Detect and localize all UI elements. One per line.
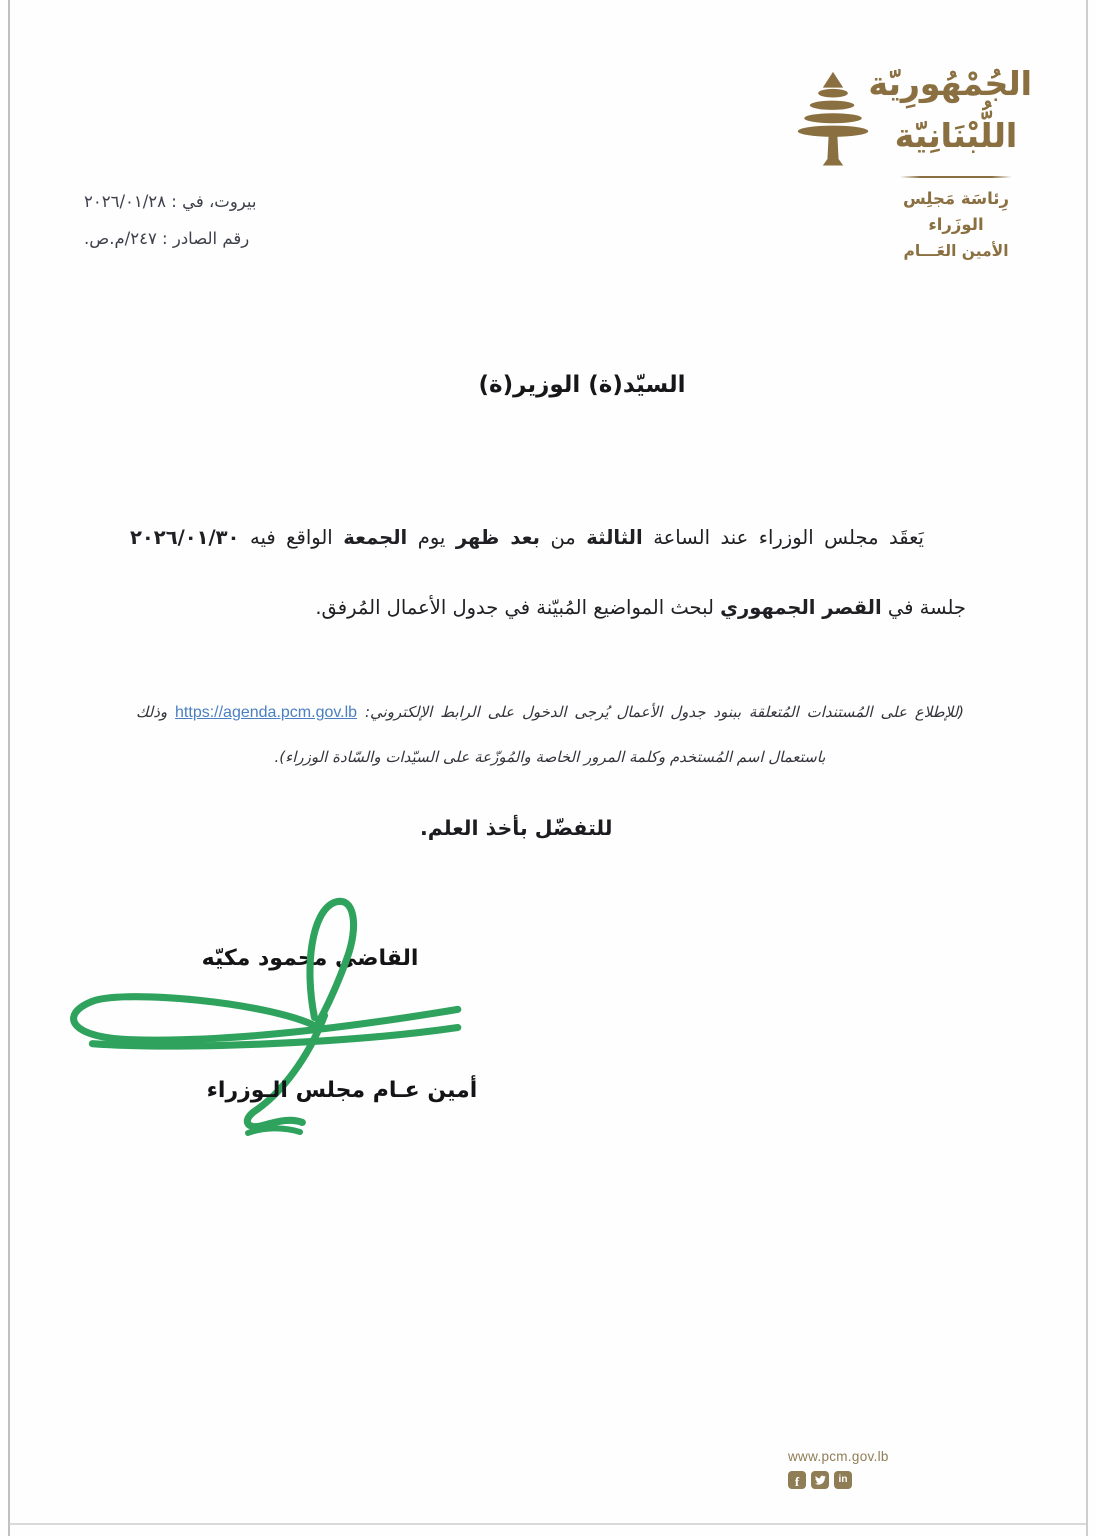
reference-block [84,183,336,257]
letterhead-dept-title: الأمين العَـــام [903,242,1009,260]
republic-line1: الجُمْهُورِيّة [868,64,1032,103]
note-line-2: باستعمال اسم المُستخدم وكلمة المرور الخاصة والمُوزّعة على السيّدات والسّادة الوزراء). [274,748,826,766]
page-footer [788,1449,889,1489]
agenda-link[interactable]: https://agenda.pcm.gov.lb [175,704,358,721]
note-line-1: (للإطلاع على المُستندات المُتعلقة ببنود جدول الأعمال يُرجى الدخول على الرابط الإلكتروني: https://agenda.pcm.gov.lb وذلك [136,703,964,721]
cedar-tree-icon [786,70,880,172]
republic-calligraphy [868,58,1032,162]
signatory-title: أمين عـام مجلس الـوزراء [206,1078,478,1103]
body-line-2: جلسة في القصر الجمهوري لبحث المواضيع المُبيّنة في جدول الأعمال المُرفق. [315,596,966,619]
scan-edge-right [1086,0,1088,1536]
signature-block [52,940,522,1190]
closing-line: للتفضّل بأخذ العلم. [420,816,613,840]
scan-edge-bottom [9,1523,1087,1525]
city-date-line: بيروت، في : ٢٠٢٦/٠١/٢٨ [84,192,257,211]
website-url: www.pcm.gov.lb [788,1449,889,1464]
signature-underline [244,1124,304,1138]
agenda-access-note [136,690,964,780]
outgoing-number-line: رقم الصادر : ٢٤٧/م.ص. [84,229,250,248]
letterhead-org-title: رِئاسَة مَجلِس الوزَراء [902,189,1010,234]
letterhead-divider [900,176,1012,178]
scan-edge-left [8,0,10,1536]
social-icons-row [788,1471,889,1489]
letterhead [778,58,1032,264]
signatory-name: القاضي محمود مكيّه [201,946,419,971]
republic-line2: اللُّبْنَانِيّة [894,116,1018,155]
signature-ink [54,896,478,1154]
body-paragraph [130,503,966,643]
body-line-1: يَعقَد مجلس الوزراء عند الساعة الثالثة من بعد ظهر يوم الجمعة الواقع فيه ٢٠٢٦/٠١/٣٠ [130,526,924,549]
facebook-icon: f [788,1471,806,1489]
twitter-icon [811,1471,829,1489]
session-date: ٢٠٢٦/٠١/٣٠ [130,526,240,549]
recipient-title: السيّد(ة) الوزير(ة) [478,372,686,398]
linkedin-icon: in [834,1471,852,1489]
